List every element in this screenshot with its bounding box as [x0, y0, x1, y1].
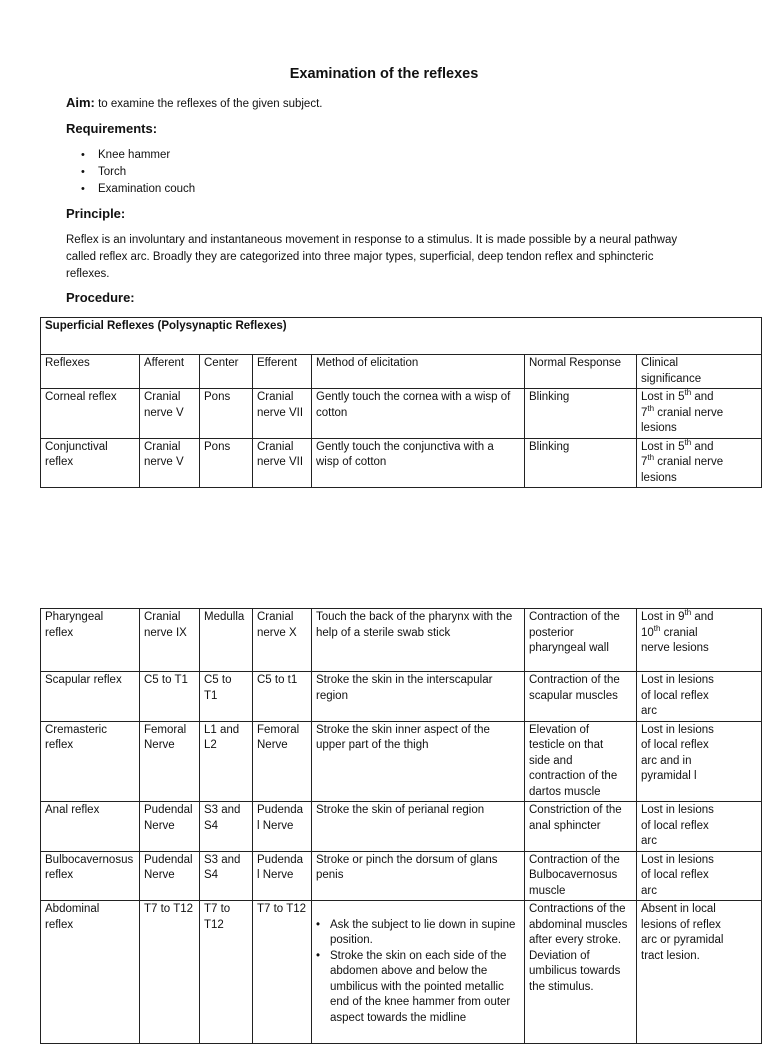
table-row — [41, 609, 762, 672]
significance-cell: Lost in 5th and 7th cranial nerve lesions — [637, 389, 762, 439]
afferent-cell: Pudendal Nerve — [140, 802, 200, 852]
document-title: Examination of the reflexes — [289, 66, 479, 82]
table-caption: Superficial Reflexes (Polysynaptic Reflexes) — [41, 318, 762, 355]
method-cell: Gently touch the cornea with a wisp of cotton — [312, 389, 525, 439]
aim-paragraph — [66, 95, 322, 110]
superficial-reflexes-table-continued — [40, 608, 762, 1044]
table-row — [41, 901, 762, 1044]
afferent-cell: Cranial nerve V — [140, 438, 200, 488]
reflex-cell: Conjunctival reflex — [41, 438, 140, 488]
procedure-heading: Procedure: — [66, 290, 135, 305]
reflex-cell: Abdominal reflex — [41, 901, 140, 1044]
afferent-cell: Cranial nerve V — [140, 389, 200, 439]
column-header: Center — [200, 355, 253, 389]
center-cell: L1 and L2 — [200, 721, 253, 802]
column-header: Efferent — [253, 355, 312, 389]
significance-cell: Lost in lesions of local reflex arc and in pyramidal l — [637, 721, 762, 802]
column-header: Afferent — [140, 355, 200, 389]
reflex-cell: Scapular reflex — [41, 672, 140, 722]
efferent-cell: Cranial nerve VII — [253, 438, 312, 488]
method-cell: Stroke or pinch the dorsum of glans penis — [312, 851, 525, 901]
significance-cell: Lost in 9th and 10th cranial nerve lesions — [637, 609, 762, 672]
reflex-cell: Cremasteric reflex — [41, 721, 140, 802]
center-cell: C5 to T1 — [200, 672, 253, 722]
center-cell: T7 to T12 — [200, 901, 253, 1044]
table-row — [41, 389, 762, 439]
efferent-cell: T7 to T12 — [253, 901, 312, 1044]
afferent-cell: Cranial nerve IX — [140, 609, 200, 672]
list-item: • Knee hammer — [98, 147, 195, 164]
reflex-cell: Pharyngeal reflex — [41, 609, 140, 672]
response-cell: Contractions of the abdominal muscles after every stroke. Deviation of umbilicus towards the stimulus. — [525, 901, 637, 1044]
response-cell: Contraction of the posterior pharyngeal wall — [525, 609, 637, 672]
list-item: • Ask the subject to lie down in supine position. — [330, 918, 521, 949]
afferent-cell: Pudendal Nerve — [140, 851, 200, 901]
method-cell: Stroke the skin in the interscapular region — [312, 672, 525, 722]
center-cell: Pons — [200, 389, 253, 439]
significance-cell: Lost in lesions of local reflex arc — [637, 672, 762, 722]
efferent-cell: Cranial nerve X — [253, 609, 312, 672]
table-row — [41, 721, 762, 802]
table-row — [41, 438, 762, 488]
column-header: Reflexes — [41, 355, 140, 389]
method-cell: Gently touch the conjunctiva with a wisp of cotton — [312, 438, 525, 488]
requirements-heading: Requirements: — [66, 121, 158, 136]
aim-label: Aim: — [66, 95, 95, 110]
significance-cell: Lost in 5th and 7th cranial nerve lesions — [637, 438, 762, 488]
reflex-cell: Corneal reflex — [41, 389, 140, 439]
center-cell: S3 and S4 — [200, 851, 253, 901]
reflex-cell: Bulbocavernosus reflex — [41, 851, 140, 901]
column-header: Normal Response — [525, 355, 637, 389]
afferent-cell: Femoral Nerve — [140, 721, 200, 802]
list-item: • Torch — [98, 164, 195, 181]
efferent-cell: Pudenda l Nerve — [253, 851, 312, 901]
principle-text: Reflex is an involuntary and instantaneous movement in response to a stimulus. It is made possible by a neural pathway called reflex arc. Broadly they are categorized into three major types, superficial, deep tendon reflex and sphincteric reflexes. — [66, 234, 678, 280]
efferent-cell: C5 to t1 — [253, 672, 312, 722]
table-row — [41, 672, 762, 722]
center-cell: Pons — [200, 438, 253, 488]
response-cell: Contraction of the Bulbocavernosus muscle — [525, 851, 637, 901]
response-cell: Blinking — [525, 438, 637, 488]
method-steps-list — [316, 918, 521, 1027]
method-cell: Stroke the skin of perianal region — [312, 802, 525, 852]
table-caption-row — [41, 318, 762, 355]
principle-heading: Principle: — [66, 206, 126, 221]
reflex-cell: Anal reflex — [41, 802, 140, 852]
method-cell: Stroke the skin inner aspect of the upper part of the thigh — [312, 721, 525, 802]
table-row — [41, 851, 762, 901]
method-cell: Touch the back of the pharynx with the help of a sterile swab stick — [312, 609, 525, 672]
response-cell: Blinking — [525, 389, 637, 439]
response-cell: Contraction of the scapular muscles — [525, 672, 637, 722]
response-cell: Elevation of testicle on that side and contraction of the dartos muscle — [525, 721, 637, 802]
significance-cell: Absent in local lesions of reflex arc or pyramidal tract lesion. — [637, 901, 762, 1044]
method-cell — [312, 901, 525, 1044]
center-cell: Medulla — [200, 609, 253, 672]
aim-text: to examine the reflexes of the given subject. — [98, 98, 323, 110]
superficial-reflexes-table — [40, 317, 762, 488]
afferent-cell: C5 to T1 — [140, 672, 200, 722]
table-header-row — [41, 355, 762, 389]
efferent-cell: Cranial nerve VII — [253, 389, 312, 439]
efferent-cell: Pudenda l Nerve — [253, 802, 312, 852]
center-cell: S3 and S4 — [200, 802, 253, 852]
list-item: • Stroke the skin on each side of the abdomen above and below the umbilicus with the pointed metallic end of the knee hammer from outer aspect towards the midline — [330, 949, 521, 1027]
table-row — [41, 802, 762, 852]
requirements-list — [66, 147, 195, 198]
column-header: Clinical significance — [637, 355, 762, 389]
column-header: Method of elicitation — [312, 355, 525, 389]
significance-cell: Lost in lesions of local reflex arc — [637, 802, 762, 852]
efferent-cell: Femoral Nerve — [253, 721, 312, 802]
significance-cell: Lost in lesions of local reflex arc — [637, 851, 762, 901]
afferent-cell: T7 to T12 — [140, 901, 200, 1044]
list-item: • Examination couch — [98, 181, 195, 198]
response-cell: Constriction of the anal sphincter — [525, 802, 637, 852]
